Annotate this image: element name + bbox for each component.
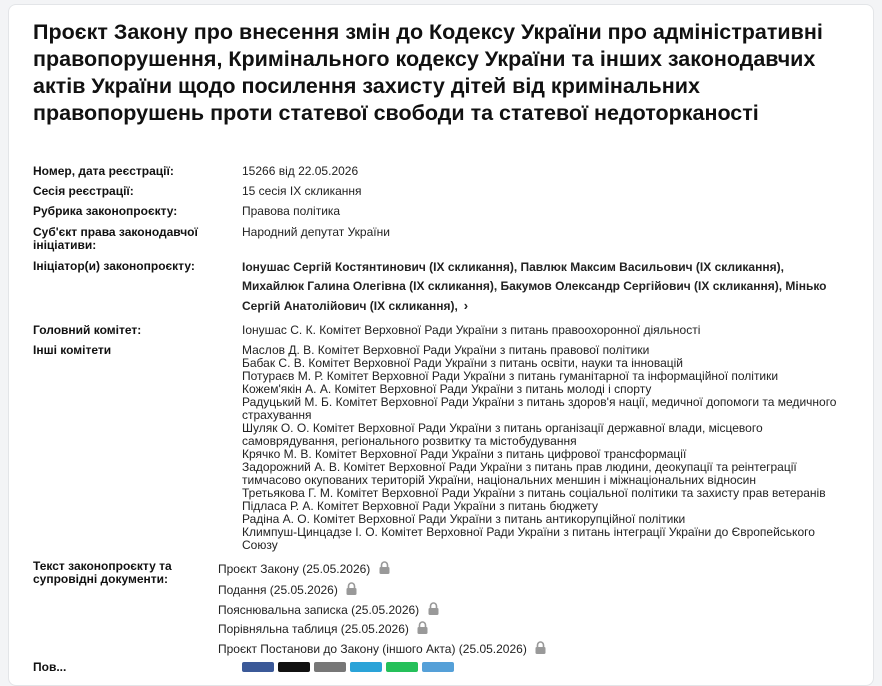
main-committee-label: Головний комітет: bbox=[33, 323, 142, 337]
committee-item: Задорожний А. В. Комітет Верховної Ради України з питань прав людини, деокупації та реінтеграції тимчасово окупованих територій України, національних меншин і міжнаціональних відносин bbox=[242, 460, 797, 487]
field-main-committee bbox=[33, 324, 843, 338]
main-committee-value: Іонушас С. К. Комітет Верховної Ради України з питань правоохоронної діяльності bbox=[242, 323, 701, 337]
registration-value: 15266 від 22.05.2026 bbox=[242, 164, 359, 178]
bill-card bbox=[8, 4, 874, 686]
document-link-resolution-draft[interactable] bbox=[218, 641, 546, 656]
committee-item: Бабак С. В. Комітет Верховної Ради України з питань освіти, науки та інновацій bbox=[242, 356, 683, 370]
document-label[interactable]: Пояснювальна записка (25.05.2026) bbox=[218, 603, 420, 617]
document-label[interactable]: Подання (25.05.2026) bbox=[218, 583, 338, 597]
field-initiators bbox=[33, 260, 843, 320]
field-other-committees bbox=[33, 344, 843, 554]
field-registration bbox=[33, 165, 843, 179]
field-rubric bbox=[33, 205, 843, 219]
committee-item: Климпуш-Цинцадзе І. О. Комітет Верховної Ради України з питань інтеграції України до Європейського Союзу bbox=[242, 525, 815, 552]
committee-item: Крячко М. В. Комітет Верховної Ради України з питань цифрової трансформації bbox=[242, 447, 687, 461]
lock-icon bbox=[428, 602, 439, 615]
committee-item: Третьякова Г. М. Комітет Верховної Ради України з питань соціальної політики та захисту прав ветеранів bbox=[242, 486, 826, 500]
rubric-value: Правова політика bbox=[242, 204, 341, 218]
committee-item: Кожем'якін А. А. Комітет Верховної Ради України з питань молоді і спорту bbox=[242, 382, 652, 396]
document-label[interactable]: Порівняльна таблиця (25.05.2026) bbox=[218, 622, 409, 636]
lock-icon bbox=[535, 641, 546, 654]
committee-item: Радуцький М. Б. Комітет Верховної Ради України з питань здоров'я нації, медичної допомоги та медичного страхування bbox=[242, 395, 837, 422]
field-session bbox=[33, 185, 843, 199]
expand-initiators-icon[interactable]: › bbox=[463, 298, 469, 313]
registration-label: Номер, дата реєстрації: bbox=[33, 164, 174, 178]
document-label[interactable]: Проєкт Постанови до Закону (іншого Акта) (25.05.2026) bbox=[218, 642, 527, 656]
initiators-value bbox=[242, 258, 843, 316]
session-value: 15 сесія IX скликання bbox=[242, 184, 362, 198]
bill-title: Проєкт Закону про внесення змін до Кодексу України про адміністративні правопорушення, Кримінального кодексу України та інших законодавчих актів України щодо посилення захисту дітей від кримінальних правопорушень проти статевої свободи та статевої недоторканості bbox=[33, 20, 823, 125]
document-label[interactable]: Проєкт Закону (25.05.2026) bbox=[218, 562, 371, 576]
field-subject bbox=[33, 226, 843, 254]
document-link-comparison-table[interactable] bbox=[218, 621, 428, 636]
committee-item: Потураєв М. Р. Комітет Верховної Ради України з питань гуманітарної та інформаційної політики bbox=[242, 369, 779, 383]
share-label: Пов... bbox=[33, 660, 67, 674]
documents-label: Текст законопроєкту та супровідні документи: bbox=[33, 559, 172, 586]
document-link-submission[interactable] bbox=[218, 582, 357, 597]
committee-item: Маслов Д. В. Комітет Верховної Ради України з питань правової політики bbox=[242, 343, 650, 357]
other-committees-list bbox=[242, 344, 843, 552]
document-link-bill[interactable] bbox=[218, 561, 390, 576]
committee-item: Радіна А. О. Комітет Верховної Ради України з питань антикорупційної політики bbox=[242, 512, 686, 526]
subject-label: Суб'єкт права законодавчої ініціативи: bbox=[33, 225, 198, 252]
initiators-label: Ініціатор(и) законопроєкту: bbox=[33, 259, 195, 273]
other-committees-label: Інші комітети bbox=[33, 343, 112, 357]
initiators-list[interactable]: Іонушас Сергій Костянтинович (IX скликання), Павлюк Максим Васильович (IX скликання), Михайлюк Галина Олегівна (IX скликання), Бакумов Олександр Сергійович (IX скликання), Мінько Сергій Анатолійович (IX скликання), bbox=[242, 260, 827, 313]
committee-item: Підласа Р. А. Комітет Верховної Ради України з питань бюджету bbox=[242, 499, 599, 513]
document-link-explanatory-note[interactable] bbox=[218, 602, 439, 617]
lock-icon bbox=[346, 582, 357, 595]
session-label: Сесія реєстрації: bbox=[33, 184, 134, 198]
rubric-label: Рубрика законопроєкту: bbox=[33, 204, 178, 218]
subject-value: Народний депутат України bbox=[242, 225, 390, 239]
lock-icon bbox=[379, 561, 390, 574]
lock-icon bbox=[417, 621, 428, 634]
committee-item: Шуляк О. О. Комітет Верховної Ради України з питань організації державної влади, місцевого самоврядування, регіонального розвитку та містобудування bbox=[242, 421, 763, 448]
